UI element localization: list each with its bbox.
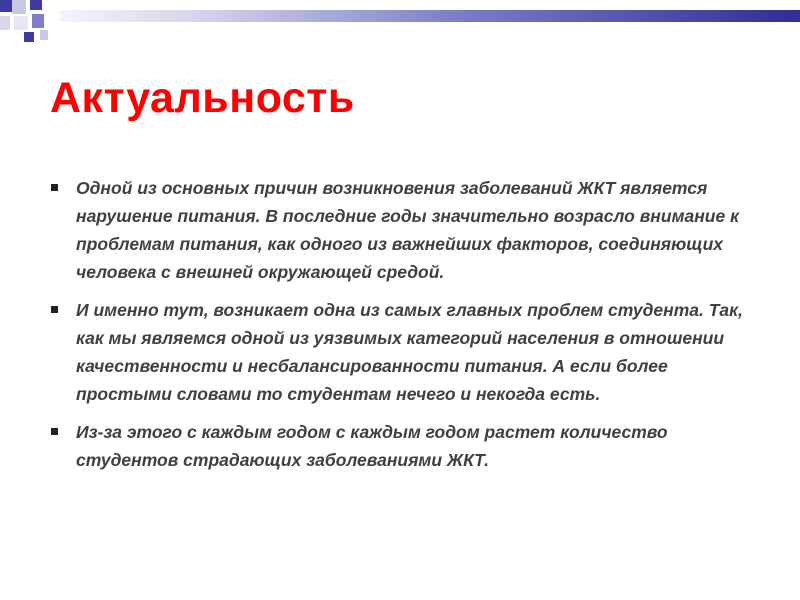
decorative-square (24, 32, 34, 42)
decorative-square (0, 16, 10, 30)
bullet-item (48, 296, 768, 408)
square-bullet-icon (51, 306, 58, 313)
decorative-square (12, 0, 26, 14)
header-gradient-bar (60, 10, 800, 22)
decorative-square (40, 30, 48, 40)
decorative-square (14, 16, 28, 30)
square-bullet-icon (51, 184, 58, 191)
decorative-square (32, 14, 44, 28)
decorative-square (0, 0, 12, 12)
bullet-list (48, 174, 768, 484)
decorative-square (30, 0, 42, 10)
slide-title: Актуальность (50, 74, 355, 122)
square-bullet-icon (51, 428, 58, 435)
bullet-text: Одной из основных причин возникновения заболеваний ЖКТ является нарушение питания. В последние годы значительно возрасло внимание к проблемам питания, как одного из важнейших факторов, соединяющих человека с внешней окружающей средой. (76, 178, 739, 282)
bullet-text: И именно тут, возникает одна из самых главных проблем студента. Так, как мы являемся одной из уязвимых категорий населения в отношении качественности и несбалансированности питания. А если более простыми словами то студентам нечего и некогда есть. (76, 300, 743, 404)
bullet-item (48, 174, 768, 286)
bullet-item (48, 418, 768, 474)
bullet-text: Из-за этого с каждым годом с каждым годом растет количество студентов страдающих заболеваниями ЖКТ. (76, 422, 668, 470)
